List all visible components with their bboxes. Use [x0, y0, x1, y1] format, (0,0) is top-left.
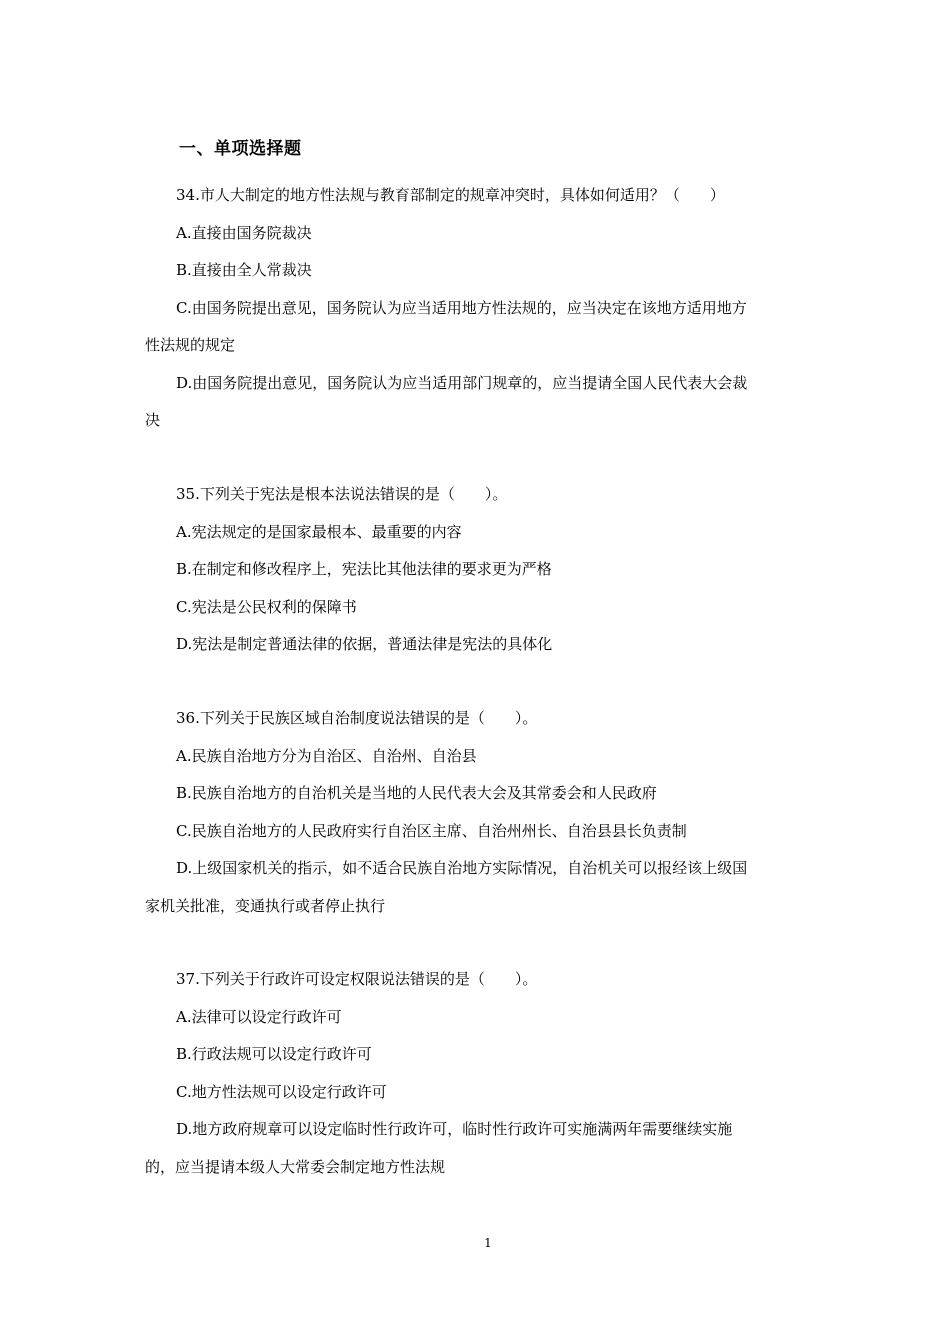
option-a: A.法律可以设定行政许可: [176, 1007, 342, 1026]
option-c: C.宪法是公民权利的保障书: [176, 597, 357, 616]
option-d: D.宪法是制定普通法律的依据，普通法律是宪法的具体化: [176, 635, 553, 653]
option-d: D.上级国家机关的指示，如不适合民族自治地方实际情况，自治机关可以报经该上级国: [176, 859, 748, 877]
option-d-continued: 的，应当提请本级人大常委会制定地方性法规: [145, 1157, 446, 1176]
option-d-continued: 家机关批准，变通执行或者停止执行: [145, 896, 386, 915]
option-a: A.宪法规定的是国家最根本、最重要的内容: [176, 522, 462, 541]
option-c: C.由国务院提出意见，国务院认为应当适用地方性法规的，应当决定在该地方适用地方: [176, 298, 747, 317]
option-b: B.行政法规可以设定行政许可: [176, 1045, 372, 1063]
question-stem: 36.下列关于民族区域自治制度说法错误的是（ ）。: [176, 709, 538, 727]
option-a: A.直接由国务院裁决: [176, 223, 312, 242]
question-stem: 37.下列关于行政许可设定权限说法错误的是（ ）。: [176, 970, 538, 988]
option-c: C.民族自治地方的人民政府实行自治区主席、自治州州长、自治县县长负责制: [176, 821, 687, 840]
option-d-continued: 决: [145, 411, 161, 429]
question-36: [145, 700, 810, 925]
question-34: [145, 177, 810, 440]
section-title: 一、单项选择题: [179, 139, 302, 159]
option-b: B.在制定和修改程序上，宪法比其他法律的要求更为严格: [176, 560, 552, 578]
option-b: B.民族自治地方的自治机关是当地的人民代表大会及其常委会和人民政府: [176, 784, 657, 802]
option-c: C.地方性法规可以设定行政许可: [176, 1082, 387, 1101]
option-d: D.地方政府规章可以设定临时性行政许可，临时性行政许可实施满两年需要继续实施: [176, 1120, 733, 1138]
option-a: A.民族自治地方分为自治区、自治州、自治县: [176, 746, 477, 765]
option-d: D.由国务院提出意见，国务院认为应当适用部门规章的，应当提请全国人民代表大会裁: [176, 373, 748, 392]
option-b: B.直接由全人常裁决: [176, 261, 312, 279]
question-stem: 34.市人大制定的地方性法规与教育部制定的规章冲突时，具体如何适用？（ ）: [176, 186, 725, 204]
page-number: 1: [484, 1236, 492, 1250]
question-37: [145, 961, 810, 1186]
question-stem: 35.下列关于宪法是根本法说法错误的是（ ）。: [176, 485, 508, 503]
question-35: [145, 476, 810, 664]
option-c-continued: 性法规的规定: [145, 336, 236, 354]
